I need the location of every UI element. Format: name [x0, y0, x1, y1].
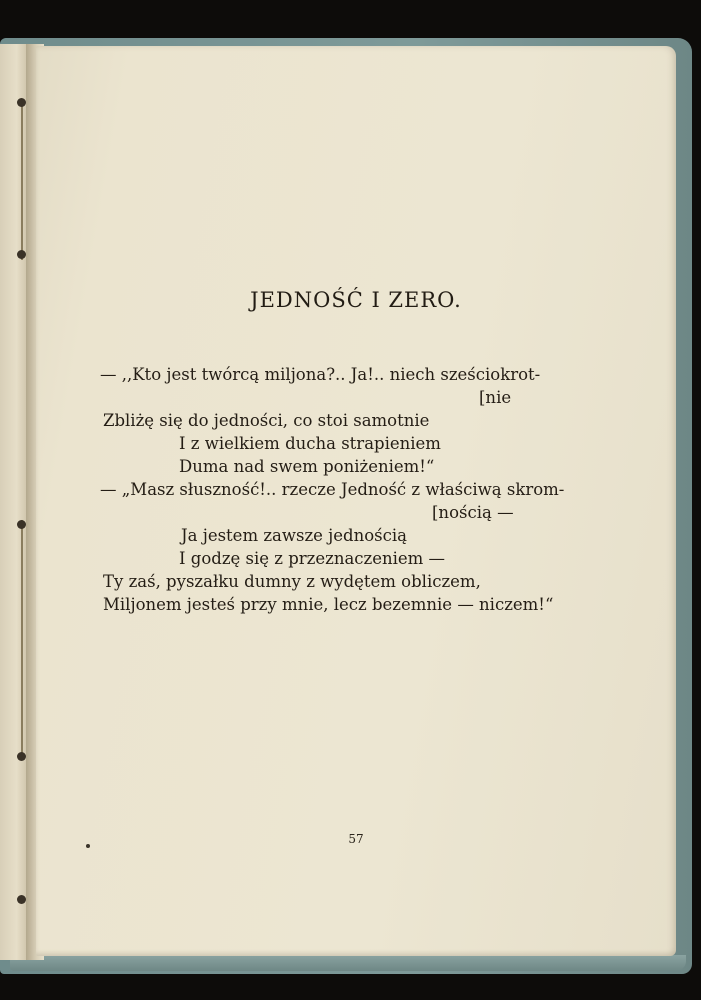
poem-line-continuation: [nie	[479, 388, 512, 407]
poem-line: — „Masz słuszność!.. rzecze Jedność z właściwą skrom-	[100, 480, 565, 499]
poem-line: Miljonem jesteś przy mnie, lecz bezemnie — niczem!“	[103, 595, 554, 614]
binding-knot	[17, 895, 26, 904]
poem-line: I z wielkiem ducha strapieniem	[179, 434, 441, 453]
poem-line: Ja jestem zawsze jednością	[181, 526, 407, 545]
binding-knot	[17, 752, 26, 761]
binding-knot	[17, 250, 26, 259]
binding-thread-lower	[21, 520, 23, 760]
poem-line: Zbliżę się do jedności, co stoi samotnie	[103, 411, 430, 430]
binding-knot	[17, 98, 26, 107]
poem-body	[36, 46, 676, 956]
poem-line: Ty zaś, pyszałku dumny z wydętem obliczem,	[103, 572, 481, 591]
poem-line: — ,,Kto jest twórcą miljona?.. Ja!.. niech sześciokrot-	[100, 365, 541, 384]
binding-knot	[17, 520, 26, 529]
poem-title: JEDNOŚĆ I ZERO.	[250, 288, 462, 312]
page-number: 57	[348, 832, 364, 846]
poem-line: I godzę się z przeznaczeniem —	[179, 549, 446, 568]
poem-line: Duma nad swem poniżeniem!“	[179, 457, 435, 476]
poem-line-continuation: [nością —	[432, 503, 514, 522]
binding-thread	[21, 100, 23, 260]
book-page	[36, 46, 676, 956]
cover-edge	[10, 955, 686, 971]
